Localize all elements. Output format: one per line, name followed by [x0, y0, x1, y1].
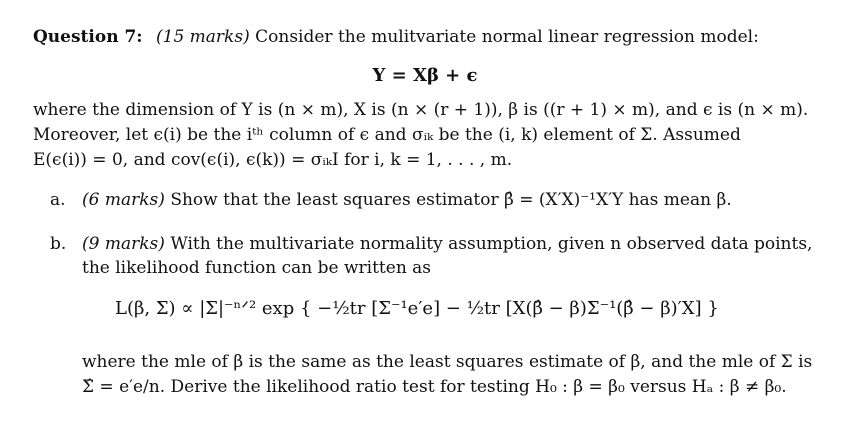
question-header	[33, 27, 759, 47]
question-heading: Question 7:	[33, 27, 143, 47]
part-a-text	[82, 190, 732, 210]
part-b-line-4: Σ̂ = e′e/n. Derive the likelihood ratio test for testing H₀ : β = β₀ versus Hₐ : β ≠ β₀.	[82, 377, 787, 397]
part-b-line-2: the likelihood function can be written as	[82, 258, 432, 278]
part-b-line-3: where the mle of β is the same as the least squares estimate of β, and the mle of Σ is	[82, 352, 813, 372]
part-b-marks: (9 marks)	[82, 234, 165, 254]
question-intro: Consider the mulitvariate normal linear regression model:	[255, 27, 759, 47]
paragraph-line-1: where the dimension of Y is (n × m), X is (n × (r + 1)), β is ((r + 1) × m), and ϵ is (n × m).	[33, 100, 809, 120]
part-b-label: b.	[50, 234, 67, 254]
part-b-line-1	[82, 234, 812, 254]
part-b-line-1-text: With the multivariate normality assumption, given n observed data points,	[170, 234, 813, 254]
model-equation: Y = Xβ + ϵ	[372, 65, 478, 86]
paragraph-line-2: Moreover, let ϵ(i) be the iᵗʰ column of ϵ and σᵢₖ be the (i, k) element of Σ. Assumed	[33, 125, 741, 145]
paragraph-line-3: E(ϵ(i)) = 0, and cov(ϵ(i), ϵ(k)) = σᵢₖI for i, k = 1, . . . , m.	[33, 150, 513, 170]
part-a-label: a.	[50, 190, 66, 210]
likelihood-equation: L(β, Σ) ∝ |Σ|⁻ⁿᐟ² exp { −½tr [Σ⁻¹e′e] − ½tr [X(β̂ − β)Σ⁻¹(β̂ − β)′X] }	[115, 298, 719, 319]
part-a-body: Show that the least squares estimator β̂ = (X′X)⁻¹X′Y has mean β.	[170, 190, 732, 210]
part-a-marks: (6 marks)	[82, 190, 165, 210]
question-marks: (15 marks)	[156, 27, 250, 47]
